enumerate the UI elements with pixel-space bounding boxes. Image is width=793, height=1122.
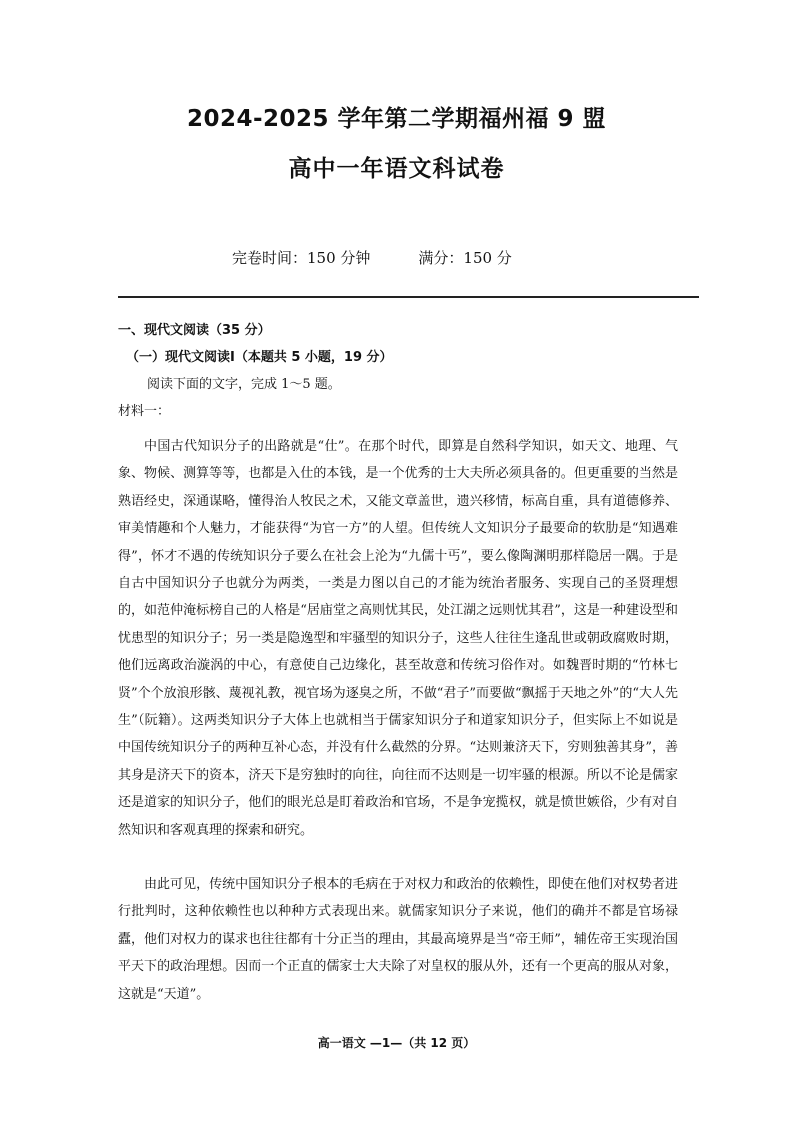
header-divider xyxy=(118,296,699,298)
body-paragraph-1: 中国古代知识分子的出路就是“仕”。在那个时代，即算是自然科学知识，如天文、地理、气象、物候、测算等等，也都是入仕的本钱，是一个优秀的士大夫所必须具备的。但更重要的当然是熟语经史，深通谋略，懂得治人牧民之术，又能文章盖世，遗兴移情，标高自重，具有道德修养、审美情趣和个人魅力，才能获得“为官一方”的人望。但传统人文知识分子最要命的软肋是“知遇难得”，怀才不遇的传统知识分子要么在社会上沦为“九儒十丐”，要么像陶渊明那样隐居一隅。于是自古中国知识分子也就分为两类，一类是力图以自己的才能为统治者服务、实现自己的圣贤理想的，如范仲淹标榜自己的人格是“居庙堂之高则忧其民，处江湖之远则忧其君”，这是一种建设型和忧患型的知识分子；另一类是隐逸型和牢骚型的知识分子，这些人往往生逢乱世或朝政腐败时期，他们远离政治漩涡的中心，有意使自己边缘化，甚至故意和传统习俗作对。如魏晋时期的“竹林七贤”个个放浪形骸、蔑视礼教，视官场为逐臭之所，不做“君子”而要做“飘摇于天地之外”的“大人先生”（阮籍）。这两类知识分子大体上也就相当于儒家知识分子和道家知识分子，但实际上不如说是中国传统知识分子的两种互补心态，并没有什么截然的分界。“达则兼济天下，穷则独善其身”，善其身是济天下的资本，济天下是穷独时的向往，向往而不达则是一切牢骚的根源。所以不论是儒家还是道家的知识分子，他们的眼光总是盯着政治和官场，不是争宠揽权，就是愤世嫉俗，少有对自然知识和客观真理的探索和研究。 xyxy=(118,439,678,838)
body-paragraph-2: 由此可见，传统中国知识分子根本的毛病在于对权力和政治的依赖性，即使在他们对权势者进行批判时，这种依赖性也以种种方式表现出来。就儒家知识分子来说，他们的确并不都是官场禄蠹，他们对权力的谋求也往往都有十分正当的理由，其最高境界是当“帝王师”，辅佐帝王实现治国平天下的政治理想。因而一个正直的儒家士大夫除了对皇权的服从外，还有一个更高的服从对象，这就是“天道”。 xyxy=(118,877,678,1002)
exam-title-line1: 2024-2025 学年第二学期福州福 9 盟 xyxy=(186,106,607,132)
time-label: 完卷时间：150 分钟 xyxy=(232,249,371,267)
exam-meta xyxy=(232,247,512,268)
subsection-heading: （一）现代文阅读Ⅰ（本题共 5 小题，19 分） xyxy=(126,350,393,365)
exam-title-line2: 高中一年语文科试卷 xyxy=(288,156,505,182)
section-heading: 一、现代文阅读（35 分） xyxy=(118,323,271,338)
score-label: 满分：150 分 xyxy=(418,249,512,267)
material-label: 材料一： xyxy=(118,404,171,419)
page-footer: 高一语文 —1—（共 12 页） xyxy=(317,1036,476,1050)
reading-instruction: 阅读下面的文字，完成 1～5 题。 xyxy=(147,377,341,392)
